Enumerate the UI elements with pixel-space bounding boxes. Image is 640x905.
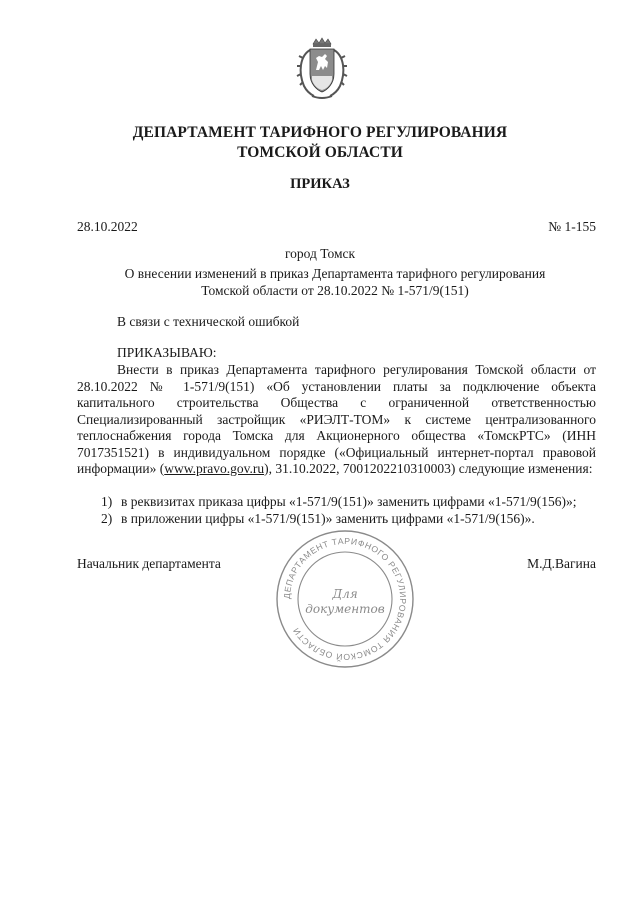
paragraph-text-after-link: ), 31.10.2022, 7001202210310003) следующие изменения: — [264, 461, 593, 476]
order-directive-word: ПРИКАЗЫВАЮ: — [117, 345, 217, 360]
order-number: № 1-155 — [548, 219, 596, 234]
list-item-text: в реквизитах приказа цифры «1-571/9(151)» заменить цифрами «1-571/9(156)»; — [121, 494, 577, 509]
document-type-title: ПРИКАЗ — [290, 176, 350, 192]
stamp-center-line1: Для — [332, 587, 358, 601]
subject-line2: Томской области от 28.10.2022 № 1-571/9(151) — [201, 283, 469, 298]
coat-of-arms-emblem — [294, 36, 350, 102]
paragraph-text-before-link: Внести в приказ Департамента тарифного регулирования Томской области от 28.10.2022 № 1-571/9(151) «Об установлении платы за подключение объекта капитального строительства Общества с ограниченной ответственностью Специализированный застройщик «РИЭЛТ-ТОМ» к системе централизованного теплоснабжения города Томска для Акционерного общества «ТомскРТС» (ИНН 7017351521) в индивидуальном порядке («Официальный интернет-портал правовой информации» ( — [77, 362, 596, 476]
department-name-line1: ДЕПАРТАМЕНТ ТАРИФНОГО РЕГУЛИРОВАНИЯ — [132, 124, 508, 141]
list-item-number: 1) — [101, 494, 113, 509]
list-item-text: в приложении цифры «1-571/9(151)» заменить цифрами «1-571/9(156)». — [121, 511, 535, 526]
changes-list — [101, 493, 601, 527]
order-body-paragraph — [77, 362, 596, 478]
list-item — [101, 510, 601, 527]
stamp-center-line2: документов — [305, 602, 385, 616]
stamp-ring-text: ДЕПАРТАМЕНТ ТАРИФНОГО РЕГУЛИРОВАНИЯ ТОМСКОЙ ОБЛАСТИ — [281, 535, 409, 663]
subject-line1: О внесении изменений в приказ Департамента тарифного регулирования — [124, 266, 546, 281]
order-reason: В связи с технической ошибкой — [117, 314, 300, 329]
department-name-line2: ТОМСКОЙ ОБЛАСТИ — [237, 144, 403, 161]
signer-name: М.Д.Вагина — [527, 556, 596, 571]
order-subject — [100, 265, 570, 299]
signer-position: Начальник департамента — [77, 556, 221, 571]
list-item-number: 2) — [101, 511, 113, 526]
city-name: город Томск — [284, 246, 356, 261]
pravo-portal-link[interactable]: www.pravo.gov.ru — [164, 461, 265, 476]
official-stamp — [274, 528, 416, 670]
list-item — [101, 493, 601, 510]
order-date: 28.10.2022 — [77, 219, 138, 234]
